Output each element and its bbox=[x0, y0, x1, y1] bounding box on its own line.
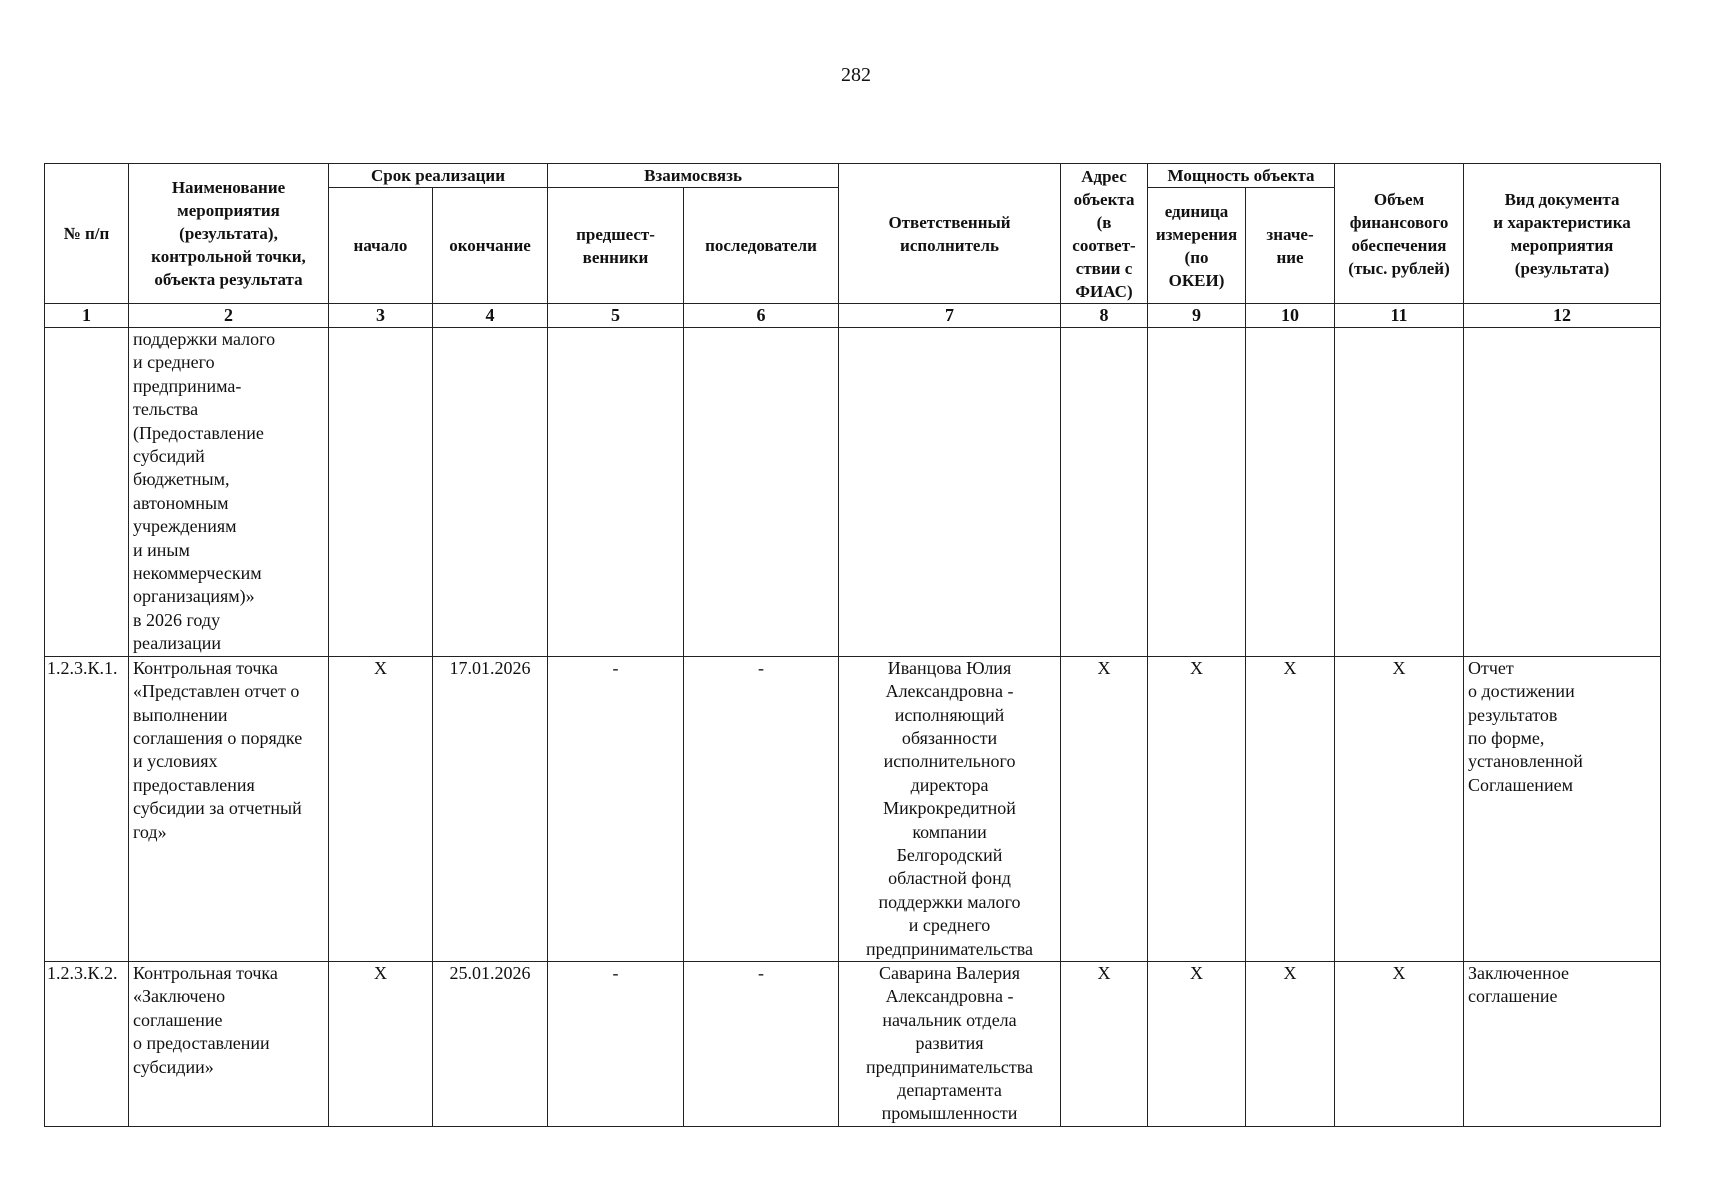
end-cell bbox=[433, 328, 548, 657]
column-number: 3 bbox=[329, 304, 433, 328]
header-num: № п/п bbox=[45, 164, 129, 304]
start-cell: X bbox=[329, 656, 433, 961]
header-group-link: Взаимосвязь bbox=[548, 164, 839, 188]
column-number: 9 bbox=[1148, 304, 1246, 328]
table-row bbox=[45, 328, 1661, 657]
start-cell bbox=[329, 328, 433, 657]
unit-cell: X bbox=[1148, 656, 1246, 961]
activity-name-cell: Контрольная точка «Представлен отчет о выполнении соглашения о порядке и условиях предоставления субсидии за отчетный год» bbox=[129, 656, 329, 961]
column-number: 6 bbox=[684, 304, 839, 328]
predecessors-cell bbox=[548, 328, 684, 657]
finance-cell: X bbox=[1335, 656, 1464, 961]
table-body bbox=[45, 328, 1661, 1127]
header-group-term: Срок реализации bbox=[329, 164, 548, 188]
column-number: 10 bbox=[1246, 304, 1335, 328]
column-number: 4 bbox=[433, 304, 548, 328]
row-number-cell: 1.2.3.К.2. bbox=[45, 961, 129, 1126]
end-cell: 25.01.2026 bbox=[433, 961, 548, 1126]
start-cell: X bbox=[329, 961, 433, 1126]
value-cell: X bbox=[1246, 656, 1335, 961]
predecessors-cell: - bbox=[548, 656, 684, 961]
header-address: Адрес объекта (в соответ- ствии с ФИАС) bbox=[1061, 164, 1148, 304]
header-responsible: Ответственный исполнитель bbox=[839, 164, 1061, 304]
address-cell bbox=[1061, 328, 1148, 657]
value-cell bbox=[1246, 328, 1335, 657]
column-number: 5 bbox=[548, 304, 684, 328]
header-end: окончание bbox=[433, 188, 548, 304]
column-number: 1 bbox=[45, 304, 129, 328]
end-cell: 17.01.2026 bbox=[433, 656, 548, 961]
header-finance: Объем финансового обеспечения (тыс. рублей) bbox=[1335, 164, 1464, 304]
header-document: Вид документа и характеристика мероприятия (результата) bbox=[1464, 164, 1661, 304]
page-number: 282 bbox=[841, 64, 871, 86]
column-number: 12 bbox=[1464, 304, 1661, 328]
unit-cell bbox=[1148, 328, 1246, 657]
unit-cell: X bbox=[1148, 961, 1246, 1126]
header-predecessors: предшест- венники bbox=[548, 188, 684, 304]
row-number-cell: 1.2.3.К.1. bbox=[45, 656, 129, 961]
column-number: 11 bbox=[1335, 304, 1464, 328]
header-value: значе- ние bbox=[1246, 188, 1335, 304]
responsible-cell: Иванцова Юлия Александровна - исполняющий обязанности исполнительного директора Микрокредитной компании Белгородский областной фонд поддержки малого и среднего предпринимательства bbox=[839, 656, 1061, 961]
document-cell: Отчет о достижении результатов по форме, установленной Соглашением bbox=[1464, 656, 1661, 961]
finance-cell bbox=[1335, 328, 1464, 657]
column-number-row bbox=[45, 304, 1661, 328]
predecessors-cell: - bbox=[548, 961, 684, 1126]
row-number-cell bbox=[45, 328, 129, 657]
successors-cell bbox=[684, 328, 839, 657]
document-cell: Заключенное соглашение bbox=[1464, 961, 1661, 1126]
column-number: 8 bbox=[1061, 304, 1148, 328]
successors-cell: - bbox=[684, 656, 839, 961]
responsible-cell: Саварина Валерия Александровна - начальник отдела развития предпринимательства департамента промышленности bbox=[839, 961, 1061, 1126]
header-group-capacity: Мощность объекта bbox=[1148, 164, 1335, 188]
header-start: начало bbox=[329, 188, 433, 304]
column-number: 2 bbox=[129, 304, 329, 328]
finance-cell: X bbox=[1335, 961, 1464, 1126]
header-successors: последователи bbox=[684, 188, 839, 304]
table-row bbox=[45, 961, 1661, 1126]
header-name: Наименование мероприятия (результата), контрольной точки, объекта результата bbox=[129, 164, 329, 304]
table-row bbox=[45, 656, 1661, 961]
address-cell: X bbox=[1061, 656, 1148, 961]
address-cell: X bbox=[1061, 961, 1148, 1126]
activity-table bbox=[44, 163, 1661, 1127]
responsible-cell bbox=[839, 328, 1061, 657]
activity-name-cell: поддержки малого и среднего предпринима- тельства (Предоставление субсидий бюджетным, автономным учреждениям и иным некоммерческим организациям)» в 2026 году реализации bbox=[129, 328, 329, 657]
column-number: 7 bbox=[839, 304, 1061, 328]
successors-cell: - bbox=[684, 961, 839, 1126]
document-cell bbox=[1464, 328, 1661, 657]
value-cell: X bbox=[1246, 961, 1335, 1126]
activity-name-cell: Контрольная точка «Заключено соглашение о предоставлении субсидии» bbox=[129, 961, 329, 1126]
header-unit: единица измерения (по ОКЕИ) bbox=[1148, 188, 1246, 304]
